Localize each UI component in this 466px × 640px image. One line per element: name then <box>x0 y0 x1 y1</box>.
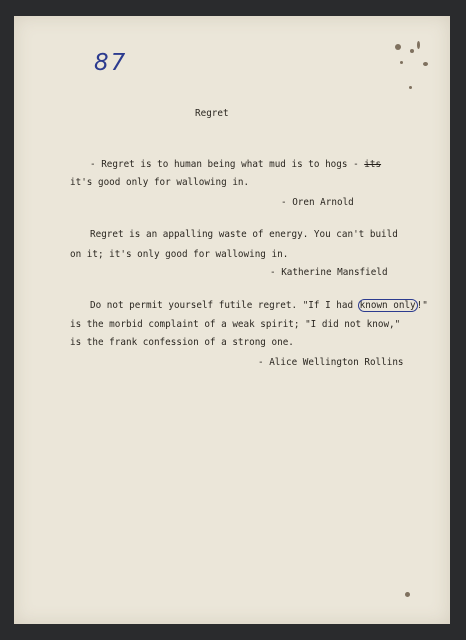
foxing-spot <box>417 41 420 49</box>
foxing-spot <box>410 49 414 53</box>
foxing-spot <box>395 44 401 50</box>
quote-1-attribution: - Oren Arnold <box>281 197 354 208</box>
foxing-spot <box>400 61 403 64</box>
quote-3-line-2: is the morbid complaint of a weak spirit; "I did not know," <box>70 319 401 330</box>
quote-3-line-3: is the frank confession of a strong one. <box>70 337 294 348</box>
quote-3-line-1-text: Do not permit yourself futile regret. "If I had <box>90 300 359 311</box>
handwritten-folio-number: 87 <box>94 50 128 76</box>
quote-2-attribution: - Katherine Mansfield <box>270 267 388 278</box>
foxing-spot <box>405 592 410 597</box>
quote-3-attribution: - Alice Wellington Rollins <box>258 357 404 368</box>
foxing-spot <box>409 86 412 89</box>
foxing-spot <box>423 62 428 66</box>
circled-words: known only <box>359 300 416 311</box>
quote-3-line-1 <box>90 299 428 312</box>
quote-1-line-1-text: - Regret is to human being what mud is to hogs - <box>90 159 365 170</box>
struck-word: its <box>364 159 382 170</box>
quote-1-line-2: it's good only for wallowing in. <box>70 177 250 188</box>
quote-2-line-1: Regret is an appalling waste of energy. You can't build <box>90 229 398 240</box>
quote-1-line-1 <box>90 158 381 171</box>
quote-3-line-1-end: !" <box>416 300 428 311</box>
typed-page <box>14 16 450 624</box>
quote-2-line-2: on it; it's only good for wallowing in. <box>70 249 289 260</box>
page-title: Regret <box>195 108 229 119</box>
